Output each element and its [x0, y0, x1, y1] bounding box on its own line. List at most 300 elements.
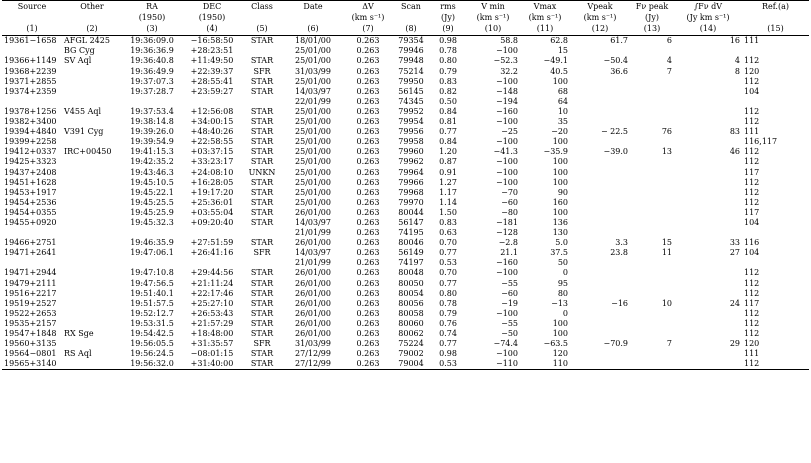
cell-dec — [182, 258, 242, 268]
cell-ra: 19:45:25.5 — [130, 197, 174, 207]
cell-delta-v: 0.263 — [356, 106, 380, 116]
header-dec: (1950) — [198, 13, 226, 23]
cell-v-min: −50 — [501, 329, 518, 338]
cell-v-min: −160 — [496, 258, 518, 268]
cell-scan: 79004 — [392, 359, 430, 370]
cell-class: STAR — [250, 217, 274, 227]
cell-v-min: −100 — [496, 268, 518, 278]
cell-rms: 0.74 — [439, 329, 457, 338]
cell-integrated-flux — [674, 107, 742, 117]
cell-integrated-flux: 46 — [729, 147, 740, 157]
header-dec: (4) — [182, 23, 242, 36]
cell-v-min: −100 — [496, 349, 518, 359]
cell-integrated-flux — [674, 218, 742, 228]
cell-v-min: −100 — [496, 76, 518, 86]
cell-dec: +21:57:29 — [190, 318, 234, 328]
cell-v-min: −60 — [501, 197, 518, 207]
cell-v-min: −2.8 — [498, 238, 518, 248]
cell-f-peak — [630, 178, 674, 188]
cell-scan: 79958 — [398, 137, 424, 147]
cell-integrated-flux — [674, 279, 742, 289]
cell-rms: 0.77 — [439, 248, 457, 258]
cell-dec: +21:11:24 — [190, 278, 234, 288]
cell-other — [62, 258, 122, 268]
cell-v-max: 80 — [557, 288, 568, 298]
cell-other: AFGL 2425 — [64, 36, 110, 46]
table-row — [2, 168, 809, 178]
cell-date: 25/01/00 — [295, 167, 331, 177]
cell-scan: 79946 — [398, 46, 424, 56]
cell-class — [242, 46, 282, 56]
cell-v-max: 62.8 — [550, 36, 568, 46]
cell-v-peak — [570, 218, 630, 228]
cell-delta-v: 0.263 — [356, 137, 380, 147]
cell-date: 25/01/00 — [295, 137, 331, 147]
cell-f-peak — [630, 309, 674, 319]
cell-v-min: −80 — [501, 207, 518, 217]
header-v-max: (km s⁻¹) — [528, 13, 562, 23]
cell-v-max: 40.5 — [550, 66, 568, 76]
cell-integrated-flux: 8 — [734, 66, 740, 76]
cell-class — [242, 97, 282, 107]
cell-f-peak — [630, 77, 674, 87]
cell-f-peak — [630, 107, 674, 117]
cell-class: STAR — [250, 308, 274, 318]
cell-source: 19547+1848 — [4, 329, 57, 338]
cell-ra — [122, 228, 182, 238]
table-row — [2, 36, 809, 47]
cell-source: 19535+2157 — [4, 318, 57, 328]
cell-v-min: −100 — [496, 157, 518, 167]
cell-v-min: 58.8 — [500, 36, 518, 46]
cell-ref: 117 — [744, 207, 760, 217]
cell-v-min: −41.3 — [493, 147, 518, 157]
table-row — [2, 46, 809, 56]
cell-integrated-flux: 33 — [729, 238, 740, 248]
header-f-peak: (13) — [630, 23, 674, 36]
cell-v-max: −35.9 — [543, 147, 568, 157]
cell-v-peak — [570, 178, 630, 188]
cell-ref: 112 — [744, 187, 760, 197]
table-row — [2, 339, 809, 349]
cell-delta-v: 0.263 — [356, 268, 380, 278]
cell-v-max: 160 — [552, 197, 568, 207]
header-v-min: V min — [466, 1, 520, 13]
cell-source: 19453+1917 — [4, 187, 57, 197]
observation-table — [2, 0, 809, 370]
cell-rms: 0.77 — [439, 339, 457, 349]
cell-rms: 0.83 — [439, 76, 457, 86]
table-header — [2, 1, 809, 36]
cell-f-peak — [630, 289, 674, 299]
cell-class: STAR — [250, 157, 274, 167]
cell-integrated-flux — [674, 309, 742, 319]
table-row — [2, 289, 809, 299]
cell-v-peak — [570, 188, 630, 198]
cell-source: 19412+0337 — [4, 147, 57, 157]
table-row — [2, 218, 809, 228]
cell-dec: +25:36:01 — [190, 197, 234, 207]
cell-class: STAR — [250, 117, 274, 127]
cell-v-min: −148 — [496, 86, 518, 96]
cell-dec: +31:35:57 — [190, 339, 234, 349]
cell-ref: 111 — [744, 36, 760, 46]
cell-scan: 79964 — [398, 167, 424, 177]
cell-ra: 19:56:24.5 — [130, 349, 174, 359]
cell-source — [2, 258, 62, 268]
cell-rms: 0.77 — [439, 127, 457, 137]
cell-v-max: 10 — [557, 106, 568, 116]
cell-rms: 0.53 — [430, 359, 466, 370]
cell-rms: 0.70 — [439, 268, 457, 278]
cell-integrated-flux — [674, 289, 742, 299]
cell-class: STAR — [250, 187, 274, 197]
cell-scan: 79970 — [398, 197, 424, 207]
cell-delta-v: 0.263 — [356, 217, 380, 227]
cell-class: STAR — [250, 238, 274, 248]
cell-v-peak — [570, 46, 630, 56]
cell-v-min: −60 — [501, 288, 518, 298]
cell-other — [62, 188, 122, 198]
cell-v-min: 21.1 — [500, 248, 518, 258]
cell-ra: 19:52:12.7 — [130, 308, 174, 318]
header-scan — [392, 12, 430, 23]
cell-v-peak — [570, 329, 630, 339]
cell-class: STAR — [250, 329, 274, 338]
cell-other — [62, 218, 122, 228]
cell-f-peak — [630, 279, 674, 289]
cell-v-peak — [570, 349, 630, 359]
cell-source: 19519+2527 — [4, 298, 57, 308]
cell-scan: 79968 — [398, 187, 424, 197]
cell-class: STAR — [250, 106, 274, 116]
cell-integrated-flux — [674, 117, 742, 127]
cell-ref: 112 — [744, 117, 760, 127]
cell-v-min: −74.4 — [493, 339, 518, 349]
header-integrated-flux: ∫Fν dV — [674, 1, 742, 13]
cell-ref — [742, 228, 809, 238]
cell-ra: 19:37:07.3 — [130, 76, 174, 86]
cell-dec: −08:01:15 — [190, 349, 234, 359]
cell-v-max: 90 — [557, 187, 568, 197]
cell-v-max: 100 — [552, 137, 568, 147]
cell-ra: 19:56:32.0 — [122, 359, 182, 370]
cell-date: 26/01/00 — [295, 278, 331, 288]
cell-ra: 19:46:35.9 — [130, 238, 174, 248]
cell-source: 19516+2217 — [4, 288, 57, 298]
cell-v-max: 50 — [557, 258, 568, 268]
cell-integrated-flux — [674, 198, 742, 208]
cell-integrated-flux — [674, 157, 742, 167]
cell-source: 19425+3323 — [4, 157, 57, 167]
cell-date: 26/01/00 — [295, 329, 331, 338]
cell-class — [242, 258, 282, 268]
cell-ref: 120 — [744, 66, 760, 76]
cell-dec: +22:17:46 — [190, 288, 234, 298]
table-row — [2, 107, 809, 117]
cell-other — [62, 319, 122, 329]
cell-date: 25/01/00 — [295, 157, 331, 167]
cell-scan: 79960 — [398, 147, 424, 157]
cell-v-max: 0 — [562, 308, 568, 318]
cell-other — [62, 279, 122, 289]
cell-scan: 80056 — [398, 298, 424, 308]
cell-ra: 19:39:54.9 — [130, 137, 174, 147]
cell-integrated-flux — [674, 87, 742, 97]
cell-integrated-flux — [674, 178, 742, 188]
cell-integrated-flux — [674, 268, 742, 278]
cell-v-peak — [570, 268, 630, 278]
cell-delta-v: 0.263 — [356, 96, 380, 106]
cell-v-max: 68 — [557, 86, 568, 96]
cell-other — [62, 268, 122, 278]
cell-integrated-flux — [674, 188, 742, 198]
cell-rms: 0.81 — [439, 117, 457, 127]
cell-date: 25/01/00 — [295, 197, 331, 207]
cell-date: 26/01/00 — [295, 308, 331, 318]
cell-scan: 75224 — [398, 339, 424, 349]
cell-date: 26/01/00 — [295, 318, 331, 328]
cell-class: STAR — [250, 288, 274, 298]
cell-v-max: 100 — [552, 177, 568, 187]
cell-source: 19394+4840 — [4, 127, 57, 137]
cell-f-peak: 6 — [666, 36, 672, 46]
cell-ref: 112 — [744, 268, 760, 278]
cell-v-max: 5.0 — [555, 238, 568, 248]
cell-ra: 19:53:31.5 — [130, 318, 174, 328]
cell-v-min: −100 — [496, 137, 518, 147]
cell-f-peak — [630, 117, 674, 127]
table-row — [2, 208, 809, 218]
table-row — [2, 309, 809, 319]
cell-ref: 117 — [744, 298, 760, 308]
cell-scan: 80062 — [398, 329, 424, 338]
cell-rms: 0.63 — [439, 228, 457, 238]
cell-rms: 0.98 — [439, 36, 457, 46]
cell-ref: 112 — [744, 157, 760, 167]
cell-ra: 19:37:28.7 — [130, 86, 174, 96]
cell-ref: 104 — [744, 248, 760, 258]
cell-v-peak — [570, 198, 630, 208]
cell-other — [62, 67, 122, 77]
table-row — [2, 198, 809, 208]
cell-f-peak: 11 — [661, 248, 672, 258]
cell-integrated-flux — [674, 46, 742, 56]
cell-date: 25/01/00 — [295, 117, 331, 127]
cell-ra: 19:47:10.8 — [130, 268, 174, 278]
cell-other — [62, 168, 122, 178]
cell-rms: 0.84 — [439, 137, 457, 147]
cell-v-min: −55 — [501, 278, 518, 288]
cell-v-peak — [570, 279, 630, 289]
cell-date: 25/01/00 — [295, 56, 331, 66]
cell-scan: 79954 — [398, 117, 424, 127]
cell-rms: 0.84 — [439, 106, 457, 116]
cell-integrated-flux: 83 — [729, 127, 740, 137]
cell-class: UNKN — [248, 167, 276, 177]
table-row — [2, 97, 809, 107]
cell-dec: +12:56:08 — [190, 106, 234, 116]
cell-class: STAR — [250, 127, 274, 137]
cell-source: 19454+0355 — [4, 207, 57, 217]
cell-v-min: −194 — [496, 96, 518, 106]
cell-ref — [742, 258, 809, 268]
cell-date: 22/01/99 — [295, 96, 331, 106]
cell-f-peak — [630, 349, 674, 359]
cell-scan: 80048 — [398, 268, 424, 278]
cell-delta-v: 0.263 — [356, 228, 380, 238]
cell-date: 27/12/99 — [282, 359, 344, 370]
cell-rms: 1.50 — [439, 207, 457, 217]
cell-v-min: −110 — [466, 359, 520, 370]
cell-v-peak: −16 — [611, 298, 628, 308]
cell-ref — [742, 97, 809, 107]
header-class: (5) — [242, 23, 282, 36]
cell-f-peak — [630, 319, 674, 329]
cell-other — [62, 178, 122, 188]
cell-v-peak — [570, 208, 630, 218]
cell-dec: +48:40:26 — [190, 127, 234, 137]
cell-f-peak — [630, 188, 674, 198]
cell-v-max: 130 — [552, 228, 568, 238]
cell-delta-v: 0.263 — [356, 117, 380, 127]
cell-delta-v: 0.263 — [356, 278, 380, 288]
cell-v-max: 0 — [562, 268, 568, 278]
cell-scan: 56147 — [398, 217, 424, 227]
cell-other: SV Aql — [64, 56, 92, 66]
cell-v-max: −49.1 — [543, 56, 568, 66]
cell-ra: 19:39:26.0 — [130, 127, 174, 137]
cell-rms: 0.78 — [439, 298, 457, 308]
cell-dec: +22:58:55 — [190, 137, 234, 147]
header-ref: Ref.(a) — [742, 1, 809, 13]
cell-delta-v: 0.263 — [356, 258, 380, 268]
cell-source: 19564−0801 — [4, 349, 57, 359]
header-date: Date — [282, 1, 344, 13]
cell-scan: 79950 — [398, 76, 424, 86]
cell-delta-v: 0.263 — [356, 127, 380, 137]
header-source: Source — [2, 1, 62, 13]
table-row — [2, 178, 809, 188]
cell-f-peak: 7 — [666, 339, 672, 349]
cell-v-peak — [570, 107, 630, 117]
cell-integrated-flux: 4 — [734, 56, 740, 66]
cell-v-min: −55 — [501, 318, 518, 328]
table-row — [2, 279, 809, 289]
cell-date: 27/12/99 — [295, 349, 331, 359]
cell-f-peak — [630, 208, 674, 218]
cell-v-max: 100 — [552, 318, 568, 328]
cell-integrated-flux — [674, 319, 742, 329]
cell-ref: 116,117 — [744, 137, 778, 147]
header-class — [242, 12, 282, 23]
table-row — [2, 56, 809, 66]
cell-ra: 19:41:15.3 — [130, 147, 174, 157]
header-row — [2, 23, 809, 36]
cell-source — [2, 46, 62, 56]
cell-v-max: 120 — [552, 349, 568, 359]
cell-f-peak — [630, 137, 674, 147]
cell-v-peak — [570, 168, 630, 178]
cell-source: 19371+2855 — [4, 76, 57, 86]
header-v-min: (10) — [466, 23, 520, 36]
cell-delta-v: 0.263 — [356, 76, 380, 86]
header-other — [62, 12, 122, 23]
cell-ra: 19:42:35.2 — [130, 157, 174, 167]
cell-date: 14/03/97 — [295, 217, 331, 227]
header-ra: (1950) — [138, 13, 166, 23]
cell-v-peak — [570, 319, 630, 329]
cell-v-max: 100 — [552, 167, 568, 177]
header-other: (2) — [62, 23, 122, 36]
cell-v-peak — [570, 77, 630, 87]
header-f-peak: (Jy) — [645, 13, 659, 23]
cell-integrated-flux — [674, 137, 742, 147]
cell-other — [62, 299, 122, 309]
cell-f-peak — [630, 87, 674, 97]
cell-dec: +11:49:50 — [190, 56, 234, 66]
cell-f-peak — [630, 268, 674, 278]
cell-v-min: −100 — [496, 167, 518, 177]
cell-class: STAR — [250, 86, 274, 96]
cell-ra — [122, 258, 182, 268]
cell-other — [62, 208, 122, 218]
cell-delta-v: 0.263 — [356, 46, 380, 56]
cell-delta-v: 0.263 — [356, 157, 380, 167]
header-v-max: (11) — [520, 23, 570, 36]
cell-other: V455 Aql — [64, 106, 102, 116]
cell-v-peak — [570, 157, 630, 167]
header-delta-v: ΔV — [344, 1, 392, 13]
cell-v-peak — [570, 117, 630, 127]
cell-date: 25/01/00 — [295, 106, 331, 116]
cell-dec: +16:28:05 — [190, 177, 234, 187]
cell-f-peak: 76 — [661, 127, 672, 137]
cell-dec: +22:39:37 — [190, 66, 234, 76]
cell-delta-v: 0.263 — [356, 318, 380, 328]
cell-rms: 0.70 — [439, 238, 457, 248]
cell-rms: 0.80 — [439, 288, 457, 298]
cell-delta-v: 0.263 — [356, 66, 380, 76]
cell-source: 19455+0920 — [4, 217, 57, 227]
header-v-max: Vmax — [520, 1, 570, 13]
cell-delta-v: 0.263 — [356, 177, 380, 187]
cell-dec: +31:40:00 — [182, 359, 242, 370]
cell-dec: −16:58:50 — [190, 36, 234, 46]
cell-rms: 1.14 — [439, 197, 457, 207]
cell-ref: 112 — [744, 318, 760, 328]
cell-v-min: −181 — [496, 217, 518, 227]
cell-integrated-flux — [674, 228, 742, 238]
cell-dec: +09:20:40 — [190, 217, 234, 227]
table-row — [2, 87, 809, 97]
cell-v-peak — [570, 289, 630, 299]
cell-ra: 19:36:09.0 — [130, 36, 174, 46]
cell-integrated-flux — [674, 258, 742, 268]
header-scan: Scan — [392, 1, 430, 13]
cell-other — [62, 238, 122, 248]
cell-scan: 74197 — [398, 258, 424, 268]
header-dec: DEC — [182, 1, 242, 13]
cell-date: 25/01/00 — [295, 127, 331, 137]
cell-ra: 19:45:25.9 — [130, 207, 174, 217]
cell-scan: 79956 — [398, 127, 424, 137]
cell-class: STAR — [250, 137, 274, 147]
cell-other — [62, 359, 122, 370]
cell-v-min: −19 — [501, 298, 518, 308]
cell-other: RS Aql — [64, 349, 92, 359]
cell-delta-v: 0.263 — [344, 359, 392, 370]
